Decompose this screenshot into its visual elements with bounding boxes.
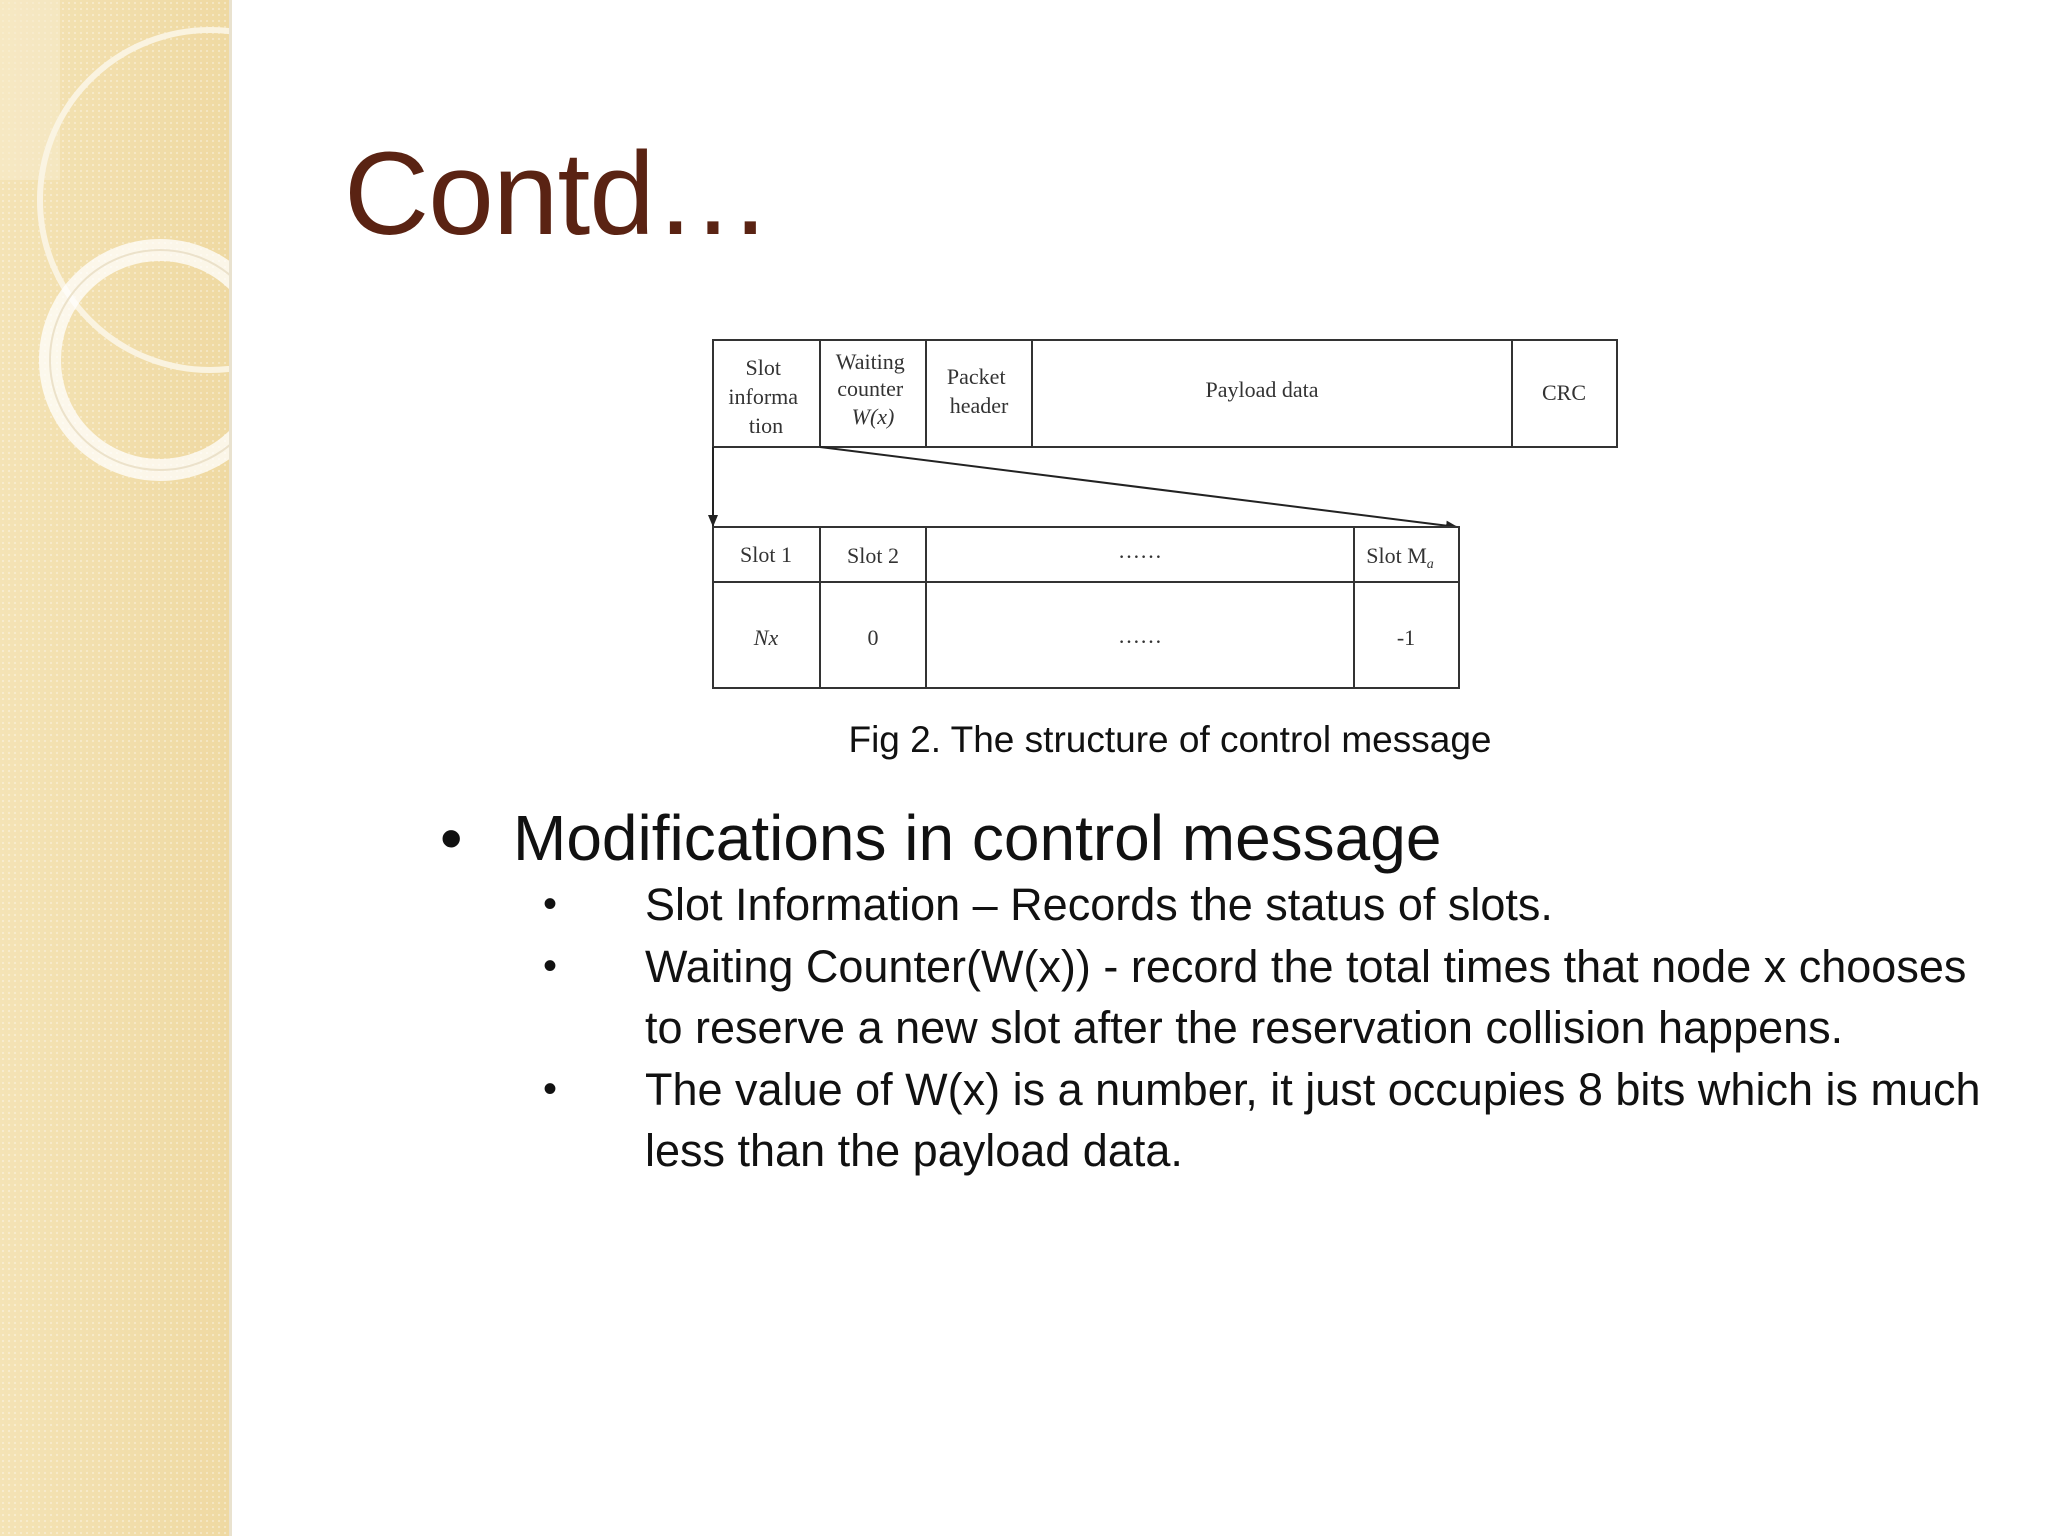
slot-header-1: Slot 1 <box>740 542 792 567</box>
slot-value-ellipsis: …… <box>1118 623 1162 648</box>
bullet-main-text: Modifications in control message <box>513 802 1442 874</box>
slot-table <box>713 527 1459 688</box>
slot-header-ellipsis: …… <box>1118 538 1162 563</box>
figure-caption: Fig 2. The structure of control message <box>848 719 1492 760</box>
bullet-icon: • <box>543 882 558 926</box>
sub-bullet-text: Waiting Counter(W(x)) - record the total times that node x chooses to reserve a new slot after the reservation collision happens. <box>645 940 1967 1053</box>
bullet-list <box>440 798 2000 1182</box>
slide-title: Contd… <box>344 128 771 260</box>
field-packet-header: Packet header <box>946 364 1009 418</box>
field-waiting-counter: Waiting counter W(x) <box>835 349 905 429</box>
field-slot-information: Slot informa tion <box>728 355 799 438</box>
bullet-icon: • <box>543 1066 558 1111</box>
sub-bullet-slot-information <box>543 874 2000 936</box>
sub-bullet-wx-value <box>543 1059 2000 1182</box>
slot-value-last: -1 <box>1396 625 1416 650</box>
sub-bullet-text: Slot Information – Records the status of slots. <box>645 879 1553 930</box>
slot-header-last: Slot $M_a$ <box>1366 543 1434 572</box>
decorative-side-panel <box>0 0 232 1536</box>
expand-arrow-right <box>820 447 1457 527</box>
bullet-main <box>440 798 2000 878</box>
bullet-icon: • <box>543 943 558 988</box>
slot-header-2: Slot 2 <box>847 543 899 568</box>
sub-bullet-waiting-counter <box>543 936 2000 1059</box>
sub-bullet-text: The value of W(x) is a number, it just occupies 8 bits which is much less than the payload data. <box>645 1063 1981 1176</box>
field-crc: CRC <box>1541 380 1587 405</box>
field-payload-data: Payload data <box>1205 377 1319 402</box>
bullet-icon: • <box>440 802 463 874</box>
decorative-circles <box>0 0 229 1536</box>
slot-value-2: 0 <box>867 625 879 650</box>
slot-value-1: Nx <box>753 625 779 650</box>
control-message-structure-diagram <box>700 330 1640 700</box>
